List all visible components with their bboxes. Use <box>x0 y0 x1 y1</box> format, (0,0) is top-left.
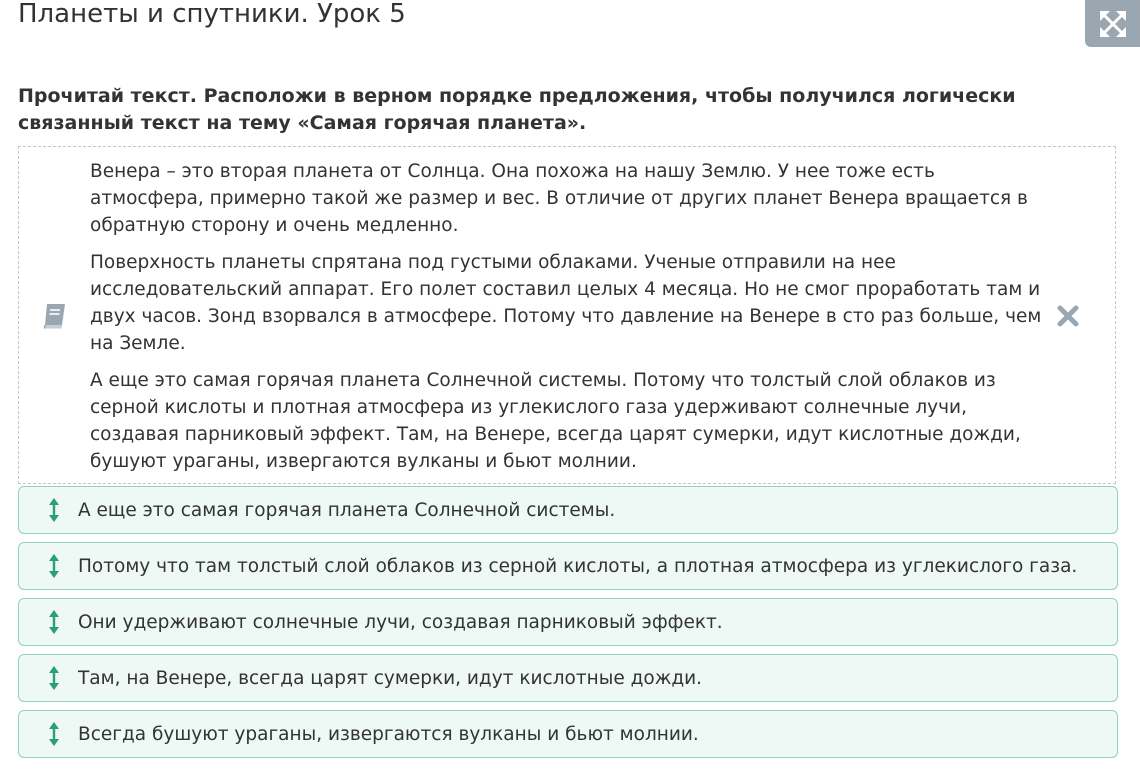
sortable-item-text: Там, на Венере, всегда царят сумерки, идут кислотные дожди. <box>78 667 703 689</box>
reading-paragraph-1: Венера – это вторая планета от Солнца. Она похожа на нашу Землю. У нее тоже есть атмосфера, примерно такой же размер и вес. В отличие от других планет Венера вращается в обратную сторону и очень медленно. <box>90 161 1028 236</box>
task-instruction: Прочитай текст. Расположи в верном порядке предложения, чтобы получился логически связанный текст на тему «Самая горячая планета». <box>18 85 1016 134</box>
reading-paragraph-3: А еще это самая горячая планета Солнечной системы. Потому что толстый слой облаков из серной кислоты и плотная атмосфера из углекислого газа удерживают солнечные лучи, создавая парниковый эффект. Там, на Венере, всегда царят сумерки, идут кислотные дожди, бушуют ураганы, извергаются вулканы и бьют молнии. <box>90 370 1021 472</box>
sortable-item-text: Всегда бушуют ураганы, извергаются вулканы и бьют молнии. <box>78 723 699 745</box>
expand-icon <box>1098 9 1128 39</box>
sortable-item-text: Потому что там толстый слой облаков из серной кислоты, а плотная атмосфера из углекислого газа. <box>78 555 1078 577</box>
drag-handle-icon[interactable] <box>44 497 64 523</box>
reading-text <box>90 158 1050 485</box>
drag-handle-icon[interactable] <box>44 665 64 691</box>
sortable-item-1[interactable] <box>18 486 1118 534</box>
sortable-item-4[interactable] <box>18 654 1118 702</box>
reading-paragraph-2: Поверхность планеты спрятана под густыми облаками. Ученые отправили на нее исследовательский аппарат. Его полет составил целых 4 месяца. Но не смог проработать там и двух часов. Зонд взорвался в атмосфере. Потому что давление на Венере в сто раз больше, чем на Земле. <box>90 252 1042 354</box>
sortable-item-3[interactable] <box>18 598 1118 646</box>
drag-handle-icon[interactable] <box>44 609 64 635</box>
drag-handle-icon[interactable] <box>44 721 64 747</box>
reading-text-panel <box>18 146 1116 484</box>
sortable-item-text: Они удерживают солнечные лучи, создавая парниковый эффект. <box>78 611 723 633</box>
sortable-list <box>18 486 1118 766</box>
drag-handle-icon[interactable] <box>44 553 64 579</box>
sortable-item-2[interactable] <box>18 542 1118 590</box>
page-title: Планеты и спутники. Урок 5 <box>18 0 406 29</box>
sortable-item-text: А еще это самая горячая планета Солнечной системы. <box>78 499 616 521</box>
fullscreen-button[interactable] <box>1085 0 1140 47</box>
sortable-item-5[interactable] <box>18 710 1118 758</box>
book-icon <box>40 301 70 331</box>
close-icon[interactable] <box>1056 304 1080 328</box>
